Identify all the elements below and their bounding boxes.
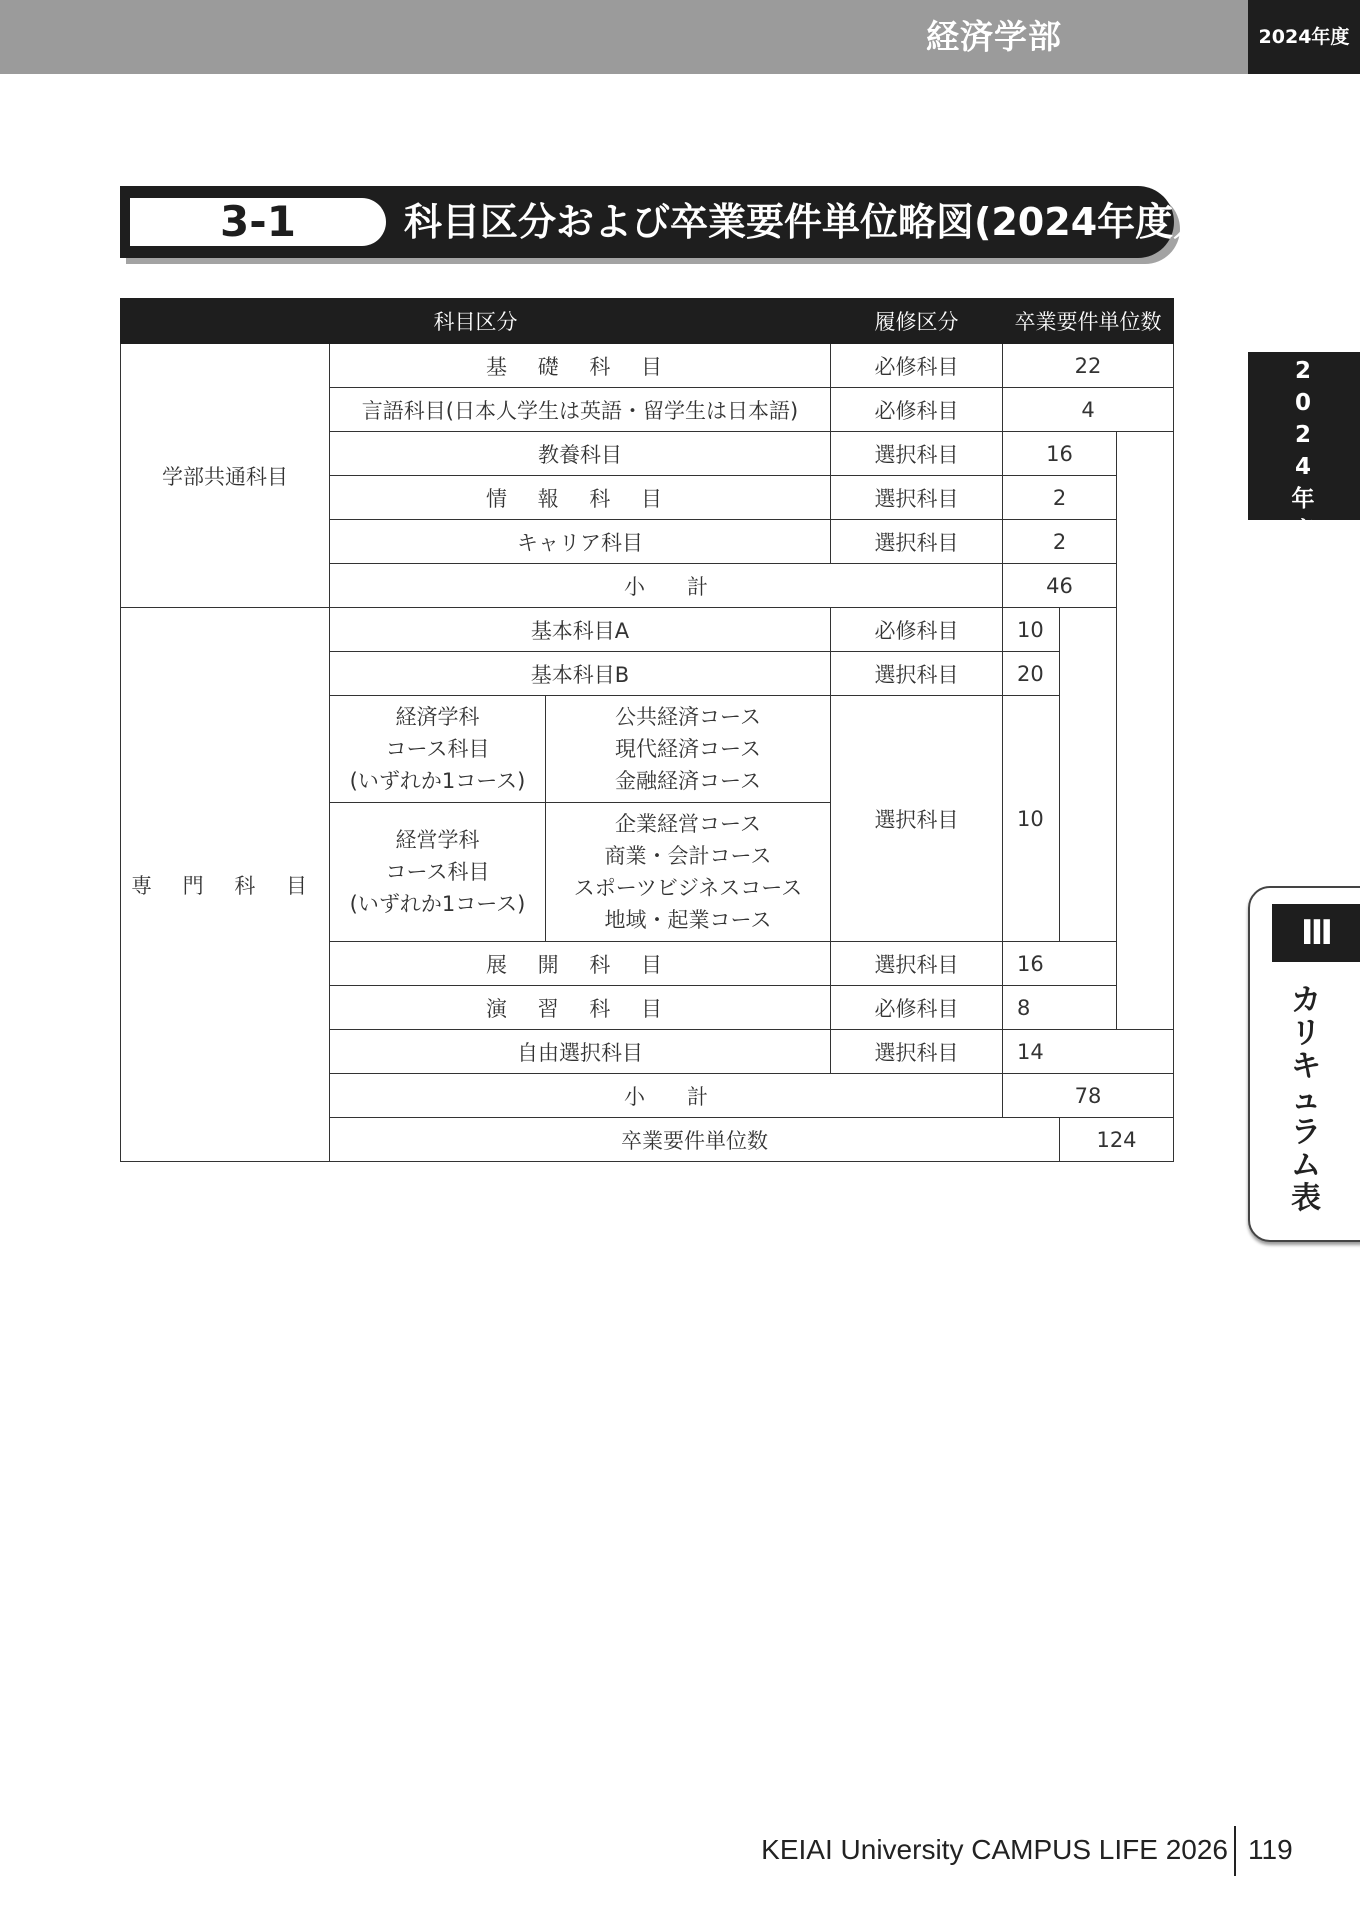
row-credits: 8 — [1003, 986, 1117, 1030]
total-label: 卒業要件単位数 — [330, 1118, 1060, 1162]
row-name: 基 礎 科 目 — [330, 344, 831, 388]
section-title: 科目区分および卒業要件単位略図(2024年度入学者) — [404, 200, 1305, 244]
list-item: 金融経済コース — [615, 769, 761, 793]
row-credits: 14 — [1003, 1030, 1174, 1074]
header-category: 科目区分 — [121, 299, 831, 344]
year-badge: 2024年度 — [1248, 0, 1360, 74]
header-banner — [0, 0, 1248, 74]
row-type: 選択科目 — [831, 1030, 1003, 1074]
list-item: 地域・起業コース — [604, 908, 772, 932]
row-type: 選択科目 — [831, 476, 1003, 520]
table-row — [121, 608, 1174, 652]
row-credits: 16 — [1003, 942, 1117, 986]
table-row — [121, 344, 1174, 388]
economics-course-label: 経済学科 コース科目 (いずれか1コース) — [330, 696, 546, 803]
list-item: スポーツビジネスコース — [573, 876, 803, 900]
row-type: 選択科目 — [831, 652, 1003, 696]
list-item: 企業経営コース — [615, 812, 761, 836]
row-credits: 10 — [1003, 608, 1060, 652]
row-type: 必修科目 — [831, 388, 1003, 432]
row-name: 基本科目A — [330, 608, 831, 652]
page-number: 119 — [1248, 1834, 1293, 1865]
row-name: 教養科目 — [330, 432, 831, 476]
management-course-label: 経営学科 コース科目 (いずれか1コース) — [330, 803, 546, 942]
row-name: 基本科目B — [330, 652, 831, 696]
footer-publication: KEIAI University CAMPUS LIFE 2026 — [761, 1834, 1228, 1865]
bracket-space — [1117, 652, 1174, 696]
row-credits: 20 — [1003, 652, 1060, 696]
department-title: 経済学部 — [926, 17, 1062, 56]
row-credits: 22 — [1003, 344, 1174, 388]
bracket-space — [1060, 608, 1117, 652]
header-credits: 卒業要件単位数 — [1003, 299, 1174, 344]
bracket-space — [1117, 564, 1174, 608]
management-course-list — [546, 803, 831, 942]
row-credits: 4 — [1003, 388, 1174, 432]
chapter-tab — [1248, 886, 1360, 1242]
row-name: 演 習 科 目 — [330, 986, 831, 1030]
list-item: 商業・会計コース — [604, 844, 772, 868]
chapter-title: カ リ キ ュ ラ ム 表 — [1291, 983, 1321, 1216]
bracket-space — [1117, 942, 1174, 986]
row-type: 選択科目 — [831, 520, 1003, 564]
subtotal-value: 46 — [1003, 564, 1117, 608]
footer-divider — [1234, 1826, 1236, 1876]
row-type: 必修科目 — [831, 986, 1003, 1030]
row-credits: 16 — [1003, 432, 1117, 476]
bracket-space — [1117, 432, 1174, 476]
bracket-space — [1060, 696, 1117, 803]
bracket-space — [1060, 803, 1117, 942]
subtotal-value: 78 — [1003, 1074, 1174, 1118]
side-year-tab: 2 0 2 4 年 度 — [1248, 352, 1360, 520]
row-credits: 2 — [1003, 476, 1117, 520]
total-value: 124 — [1060, 1118, 1174, 1162]
row-name: 言語科目(日本人学生は英語・留学生は日本語) — [330, 388, 831, 432]
course-credits: 10 — [1003, 696, 1060, 942]
row-name: キャリア科目 — [330, 520, 831, 564]
bracket-space — [1117, 696, 1174, 803]
credits-table — [120, 298, 1174, 1162]
row-name: 自由選択科目 — [330, 1030, 831, 1074]
economics-course-list — [546, 696, 831, 803]
bracket-space — [1117, 803, 1174, 942]
section-heading — [120, 186, 1305, 258]
course-type: 選択科目 — [831, 696, 1003, 942]
common-group-label: 学部共通科目 — [121, 344, 330, 608]
subtotal-label: 小 計 — [330, 1074, 1003, 1118]
section-number: 3-1 — [130, 198, 386, 246]
subtotal-label: 小 計 — [330, 564, 1003, 608]
chapter-number: Ⅲ — [1272, 904, 1360, 962]
bracket-space — [1117, 986, 1174, 1030]
header-type: 履修区分 — [831, 299, 1003, 344]
row-type: 選択科目 — [831, 432, 1003, 476]
row-name: 情 報 科 目 — [330, 476, 831, 520]
list-item: 現代経済コース — [615, 737, 761, 761]
bracket-space — [1117, 608, 1174, 652]
row-credits: 2 — [1003, 520, 1117, 564]
row-type: 必修科目 — [831, 608, 1003, 652]
major-group-label: 専 門 科 目 — [121, 608, 330, 1162]
table-header-row — [121, 299, 1174, 344]
list-item: 公共経済コース — [615, 705, 761, 729]
bracket-space — [1117, 520, 1174, 564]
bracket-space — [1117, 476, 1174, 520]
row-type: 必修科目 — [831, 344, 1003, 388]
bracket-space — [1060, 652, 1117, 696]
row-name: 展 開 科 目 — [330, 942, 831, 986]
row-type: 選択科目 — [831, 942, 1003, 986]
